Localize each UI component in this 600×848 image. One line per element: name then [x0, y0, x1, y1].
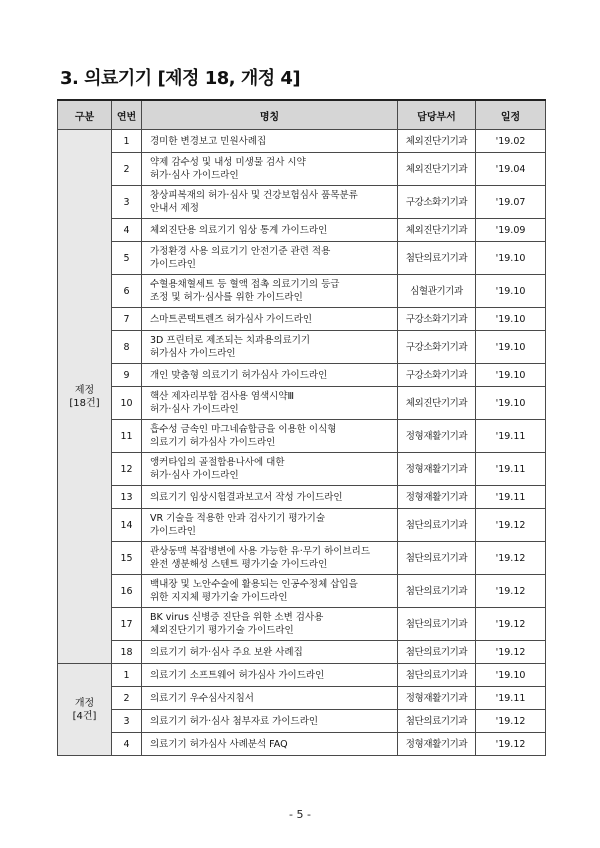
- document-name-line: 체외진단용 의료기기 임상 통계 가이드라인: [150, 224, 328, 236]
- document-name-line: 흡수성 금속인 마그네슘합금을 이용한 이식형: [150, 424, 337, 435]
- guideline-table: [57, 99, 546, 756]
- document-name-line: BK virus 신병증 진단을 위한 소변 검사용: [150, 612, 324, 623]
- row-number: 6: [112, 275, 142, 308]
- department: 첨단의료기기과: [398, 575, 476, 608]
- row-number: 11: [112, 420, 142, 453]
- department: 정형재활기기과: [398, 687, 476, 710]
- document-name-line: 허가·심사 가이드라인: [150, 470, 239, 481]
- department: 정형재활기기과: [398, 733, 476, 756]
- table-row: [58, 130, 546, 153]
- document-name-line: 의료기기 허가심사 사례분석 FAQ: [150, 738, 288, 750]
- table-row: [58, 486, 546, 509]
- row-number: 9: [112, 364, 142, 387]
- department: 첨단의료기기과: [398, 242, 476, 275]
- row-number: 2: [112, 687, 142, 710]
- schedule-date: '19.12: [476, 641, 546, 664]
- table-row: [58, 420, 546, 453]
- table-row: [58, 542, 546, 575]
- document-name-line: 의료기기 허가·심사 첨부자료 가이드라인: [150, 715, 319, 727]
- table-row: [58, 331, 546, 364]
- document-name-line: 의료기기 소프트웨어 허가심사 가이드라인: [150, 669, 325, 681]
- department: 구강소화기기과: [398, 186, 476, 219]
- schedule-date: '19.10: [476, 364, 546, 387]
- department: 체외진단기기과: [398, 130, 476, 153]
- document-name-line: 완전 생분해성 스텐트 평가기술 가이드라인: [150, 559, 328, 570]
- document-name-line: 핵산 제자리부합 검사용 염색시약Ⅲ: [150, 391, 295, 402]
- table-row: [58, 308, 546, 331]
- table-row: [58, 641, 546, 664]
- row-number: 8: [112, 331, 142, 364]
- category-label: 제정: [74, 384, 95, 396]
- row-number: 17: [112, 608, 142, 641]
- schedule-date: '19.12: [476, 542, 546, 575]
- document-name-line: 의료기기 우수심사지침서: [150, 692, 254, 704]
- document-name-line: 의료기기 임상시험결과보고서 작성 가이드라인: [150, 491, 343, 503]
- document-name-line: 의료기기 허가·심사 주요 보완 사례집: [150, 646, 303, 658]
- document-name: [142, 542, 398, 575]
- document-name: [142, 331, 398, 364]
- table-row: [58, 575, 546, 608]
- document-name: [142, 608, 398, 641]
- category-cell: [58, 664, 112, 756]
- table-row: [58, 687, 546, 710]
- table-row: [58, 710, 546, 733]
- category-label: [18건]: [69, 397, 100, 409]
- header-date: 일정: [476, 100, 546, 130]
- table-row: [58, 364, 546, 387]
- table-row: [58, 509, 546, 542]
- document-name: [142, 219, 398, 242]
- schedule-date: '19.11: [476, 486, 546, 509]
- row-number: 3: [112, 710, 142, 733]
- schedule-date: '19.11: [476, 453, 546, 486]
- document-name: [142, 153, 398, 186]
- document-name-line: 조정 및 허가·심사를 위한 가이드라인: [150, 292, 303, 303]
- schedule-date: '19.10: [476, 664, 546, 687]
- schedule-date: '19.07: [476, 186, 546, 219]
- document-name: [142, 687, 398, 710]
- department: 구강소화기기과: [398, 364, 476, 387]
- row-number: 14: [112, 509, 142, 542]
- document-name: [142, 509, 398, 542]
- row-number: 12: [112, 453, 142, 486]
- document-name-line: 백내장 및 노안수술에 활용되는 인공수정체 삽입을: [150, 579, 358, 590]
- row-number: 1: [112, 664, 142, 687]
- document-name: [142, 308, 398, 331]
- row-number: 5: [112, 242, 142, 275]
- document-name-line: 위한 지지체 평가기술 가이드라인: [150, 592, 288, 603]
- schedule-date: '19.11: [476, 420, 546, 453]
- row-number: 10: [112, 387, 142, 420]
- department: 구강소화기기과: [398, 308, 476, 331]
- category-label: [4건]: [72, 710, 97, 722]
- schedule-date: '19.10: [476, 331, 546, 364]
- document-name: [142, 486, 398, 509]
- department: 첨단의료기기과: [398, 710, 476, 733]
- document-name: [142, 387, 398, 420]
- document-name: [142, 364, 398, 387]
- row-number: 1: [112, 130, 142, 153]
- department: 첨단의료기기과: [398, 542, 476, 575]
- schedule-date: '19.11: [476, 687, 546, 710]
- document-name-line: 가이드라인: [150, 526, 196, 537]
- document-name-line: 가정환경 사용 의료기기 안전기준 관련 적용: [150, 246, 331, 257]
- document-name: [142, 641, 398, 664]
- document-name-line: 3D 프린터로 제조되는 치과용의료기기: [150, 335, 311, 346]
- department: 정형재활기기과: [398, 453, 476, 486]
- document-name-line: 수혈용채혈세트 등 혈액 접촉 의료기기의 등급: [150, 279, 340, 290]
- schedule-date: '19.04: [476, 153, 546, 186]
- schedule-date: '19.10: [476, 242, 546, 275]
- row-number: 15: [112, 542, 142, 575]
- department: 체외진단기기과: [398, 153, 476, 186]
- document-name-line: 허가·심사 가이드라인: [150, 170, 239, 181]
- department: 첨단의료기기과: [398, 664, 476, 687]
- document-name-line: 가이드라인: [150, 259, 196, 270]
- table-row: [58, 608, 546, 641]
- document-name-line: 스마트콘택트렌즈 허가심사 가이드라인: [150, 313, 313, 325]
- table-row: [58, 219, 546, 242]
- document-name-line: 안내서 제정: [150, 203, 199, 214]
- document-name-line: 약제 감수성 및 내성 미생물 검사 시약: [150, 157, 306, 168]
- document-name-line: VR 기술을 적용한 안과 검사기기 평가기술: [150, 513, 326, 524]
- document-name: [142, 130, 398, 153]
- schedule-date: '19.10: [476, 275, 546, 308]
- page-number: - 5 -: [289, 808, 311, 821]
- schedule-date: '19.10: [476, 387, 546, 420]
- category-label: 개정: [74, 697, 95, 709]
- row-number: 2: [112, 153, 142, 186]
- table-row: [58, 387, 546, 420]
- schedule-date: '19.02: [476, 130, 546, 153]
- document-name-line: 허가·심사 가이드라인: [150, 404, 239, 415]
- table-row: [58, 275, 546, 308]
- table-row: [58, 186, 546, 219]
- department: 정형재활기기과: [398, 420, 476, 453]
- department: 심혈관기기과: [398, 275, 476, 308]
- document-name: [142, 664, 398, 687]
- document-name: [142, 733, 398, 756]
- document-name-line: 앵커타입의 골절합용나사에 대한: [150, 457, 285, 468]
- schedule-date: '19.10: [476, 308, 546, 331]
- schedule-date: '19.12: [476, 710, 546, 733]
- department: 체외진단기기과: [398, 387, 476, 420]
- schedule-date: '19.09: [476, 219, 546, 242]
- row-number: 3: [112, 186, 142, 219]
- section-title: 3. 의료기기 [제정 18, 개정 4]: [60, 68, 301, 89]
- document-name-line: 의료기기 허가심사 가이드라인: [150, 437, 276, 448]
- department: 구강소화기기과: [398, 331, 476, 364]
- document-name: [142, 710, 398, 733]
- header-dept: 담당부서: [398, 100, 476, 130]
- document-name: [142, 420, 398, 453]
- schedule-date: '19.12: [476, 608, 546, 641]
- document-name-line: 허가심사 가이드라인: [150, 348, 236, 359]
- document-name-line: 경미한 변경보고 민원사례집: [150, 135, 267, 147]
- table-row: [58, 453, 546, 486]
- document-name-line: 체외진단기기 평가기술 가이드라인: [150, 625, 294, 636]
- department: 체외진단기기과: [398, 219, 476, 242]
- row-number: 16: [112, 575, 142, 608]
- document-name-line: 관상동맥 복잡병변에 사용 가능한 유·무기 하이브리드: [150, 546, 371, 557]
- row-number: 13: [112, 486, 142, 509]
- schedule-date: '19.12: [476, 509, 546, 542]
- document-name: [142, 575, 398, 608]
- department: 첨단의료기기과: [398, 641, 476, 664]
- document-name: [142, 186, 398, 219]
- department: 첨단의료기기과: [398, 509, 476, 542]
- table-row: [58, 153, 546, 186]
- document-name: [142, 453, 398, 486]
- row-number: 4: [112, 219, 142, 242]
- department: 첨단의료기기과: [398, 608, 476, 641]
- header-category: 구분: [58, 100, 112, 130]
- category-cell: [58, 130, 112, 664]
- document-name: [142, 275, 398, 308]
- schedule-date: '19.12: [476, 575, 546, 608]
- row-number: 18: [112, 641, 142, 664]
- table-row: [58, 242, 546, 275]
- header-name: 명칭: [142, 100, 398, 130]
- schedule-date: '19.12: [476, 733, 546, 756]
- department: 정형재활기기과: [398, 486, 476, 509]
- document-name-line: 개인 맞춤형 의료기기 허가심사 가이드라인: [150, 369, 328, 381]
- table-row: [58, 664, 546, 687]
- document-name: [142, 242, 398, 275]
- row-number: 4: [112, 733, 142, 756]
- table-header-row: [58, 100, 546, 130]
- table-body: [58, 130, 546, 756]
- table-row: [58, 733, 546, 756]
- row-number: 7: [112, 308, 142, 331]
- document-name-line: 창상피복재의 허가·심사 및 건강보험심사 품목분류: [150, 190, 358, 201]
- header-no: 연번: [112, 100, 142, 130]
